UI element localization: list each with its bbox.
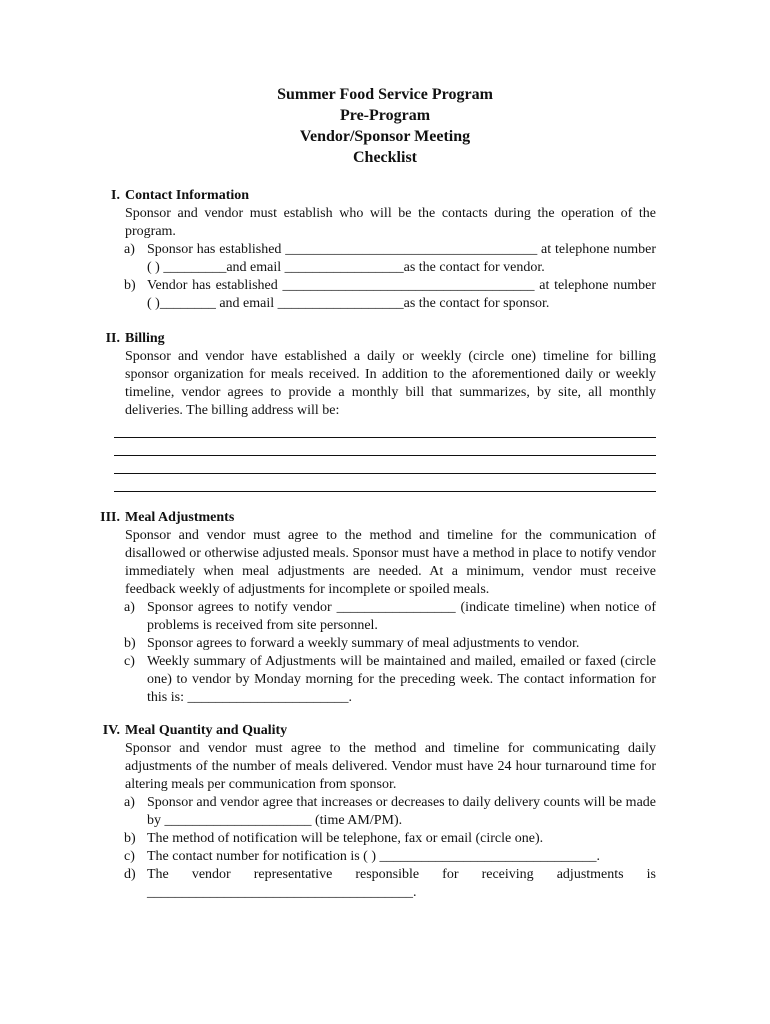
item-label: c) — [124, 849, 135, 864]
item-label: a) — [124, 242, 135, 257]
section-number: IV. — [102, 723, 120, 738]
section-title: Contact Information — [125, 188, 250, 203]
section-number: I. — [111, 188, 120, 203]
title-line-2: Pre-Program — [339, 107, 431, 124]
list-item — [124, 599, 656, 635]
section-intro: Sponsor and vendor must agree to the method and timeline for the communication of disallowed or otherwise adjusted meals. Sponsor must have a method in place to notify vendor immediately when meal adjustments are needed. At a minimum, vendor must receive feedback weekly of adjustments for incomplete or spoiled meals. — [125, 528, 656, 597]
list-item — [124, 866, 656, 902]
list-item — [124, 653, 656, 707]
list-item — [124, 848, 656, 866]
billing-address-line-1 — [114, 420, 656, 438]
list-item — [124, 794, 656, 830]
section-billing — [0, 330, 770, 492]
section-meal-adjustments — [0, 509, 770, 707]
item-label: b) — [124, 636, 136, 651]
section-heading — [0, 509, 770, 527]
billing-address-line-3 — [114, 456, 656, 474]
section-title: Billing — [125, 331, 165, 346]
section-heading — [0, 722, 770, 740]
list-item — [124, 635, 656, 653]
section-heading — [0, 330, 770, 348]
item-label: b) — [124, 831, 136, 846]
section-heading — [0, 187, 770, 205]
billing-address-line-2 — [114, 438, 656, 456]
list-item — [124, 277, 656, 313]
section-title: Meal Quantity and Quality — [125, 723, 288, 738]
item-label: b) — [124, 278, 136, 293]
item-text: Weekly summary of Adjustments will be maintained and mailed, emailed or faxed (circle one) to vendor by Monday morning for the preceding week. The contact information for this is: _______________________. — [147, 654, 656, 705]
section-number: II. — [105, 331, 120, 346]
item-text: Sponsor agrees to forward a weekly summary of meal adjustments to vendor. — [147, 636, 580, 651]
section-intro: Sponsor and vendor must agree to the method and timeline for communicating daily adjustments of the number of meals delivered. Vendor must have 24 hour turnaround time for altering meals per communication from sponsor. — [125, 741, 656, 792]
item-text: Sponsor has established ____________________________________ at telephone number ( ) _________and email _________________as the contact for vendor. — [147, 242, 656, 275]
item-label: a) — [124, 795, 135, 810]
list-item — [124, 241, 656, 277]
item-text: The vendor representative responsible for receiving adjustments is ______________________________________. — [147, 867, 656, 900]
section-meal-quantity-quality — [0, 722, 770, 902]
title-line-4: Checklist — [353, 149, 417, 166]
billing-address-line-4 — [114, 474, 656, 492]
section-intro: Sponsor and vendor must establish who will be the contacts during the operation of the program. — [125, 206, 656, 239]
item-text: Vendor has established ____________________________________ at telephone number ( )________ and email __________________as the contact for sponsor. — [147, 278, 656, 311]
item-text: Sponsor and vendor agree that increases or decreases to daily delivery counts will be made by _____________________ (time AM/PM). — [147, 795, 656, 828]
item-label: a) — [124, 600, 135, 615]
item-text: The contact number for notification is ( ) _______________________________. — [147, 849, 600, 864]
title-line-3: Vendor/Sponsor Meeting — [299, 128, 471, 145]
item-label: c) — [124, 654, 135, 669]
item-label: d) — [124, 867, 136, 882]
section-intro: Sponsor and vendor have established a daily or weekly (circle one) timeline for billing sponsor organization for meals received. In addition to the aforementioned daily or weekly timeline, vendor agrees to provide a monthly bill that summarizes, by site, all monthly deliveries. The billing address will be: — [125, 349, 656, 418]
section-number: III. — [100, 510, 120, 525]
title-line-1: Summer Food Service Program — [277, 86, 493, 103]
section-title: Meal Adjustments — [125, 510, 235, 525]
item-text: The method of notification will be telephone, fax or email (circle one). — [147, 831, 544, 846]
list-item — [124, 830, 656, 848]
item-text: Sponsor agrees to notify vendor _________________ (indicate timeline) when notice of problems is received from site personnel. — [147, 600, 656, 633]
document-title — [0, 84, 770, 168]
section-contact-information — [0, 187, 770, 313]
